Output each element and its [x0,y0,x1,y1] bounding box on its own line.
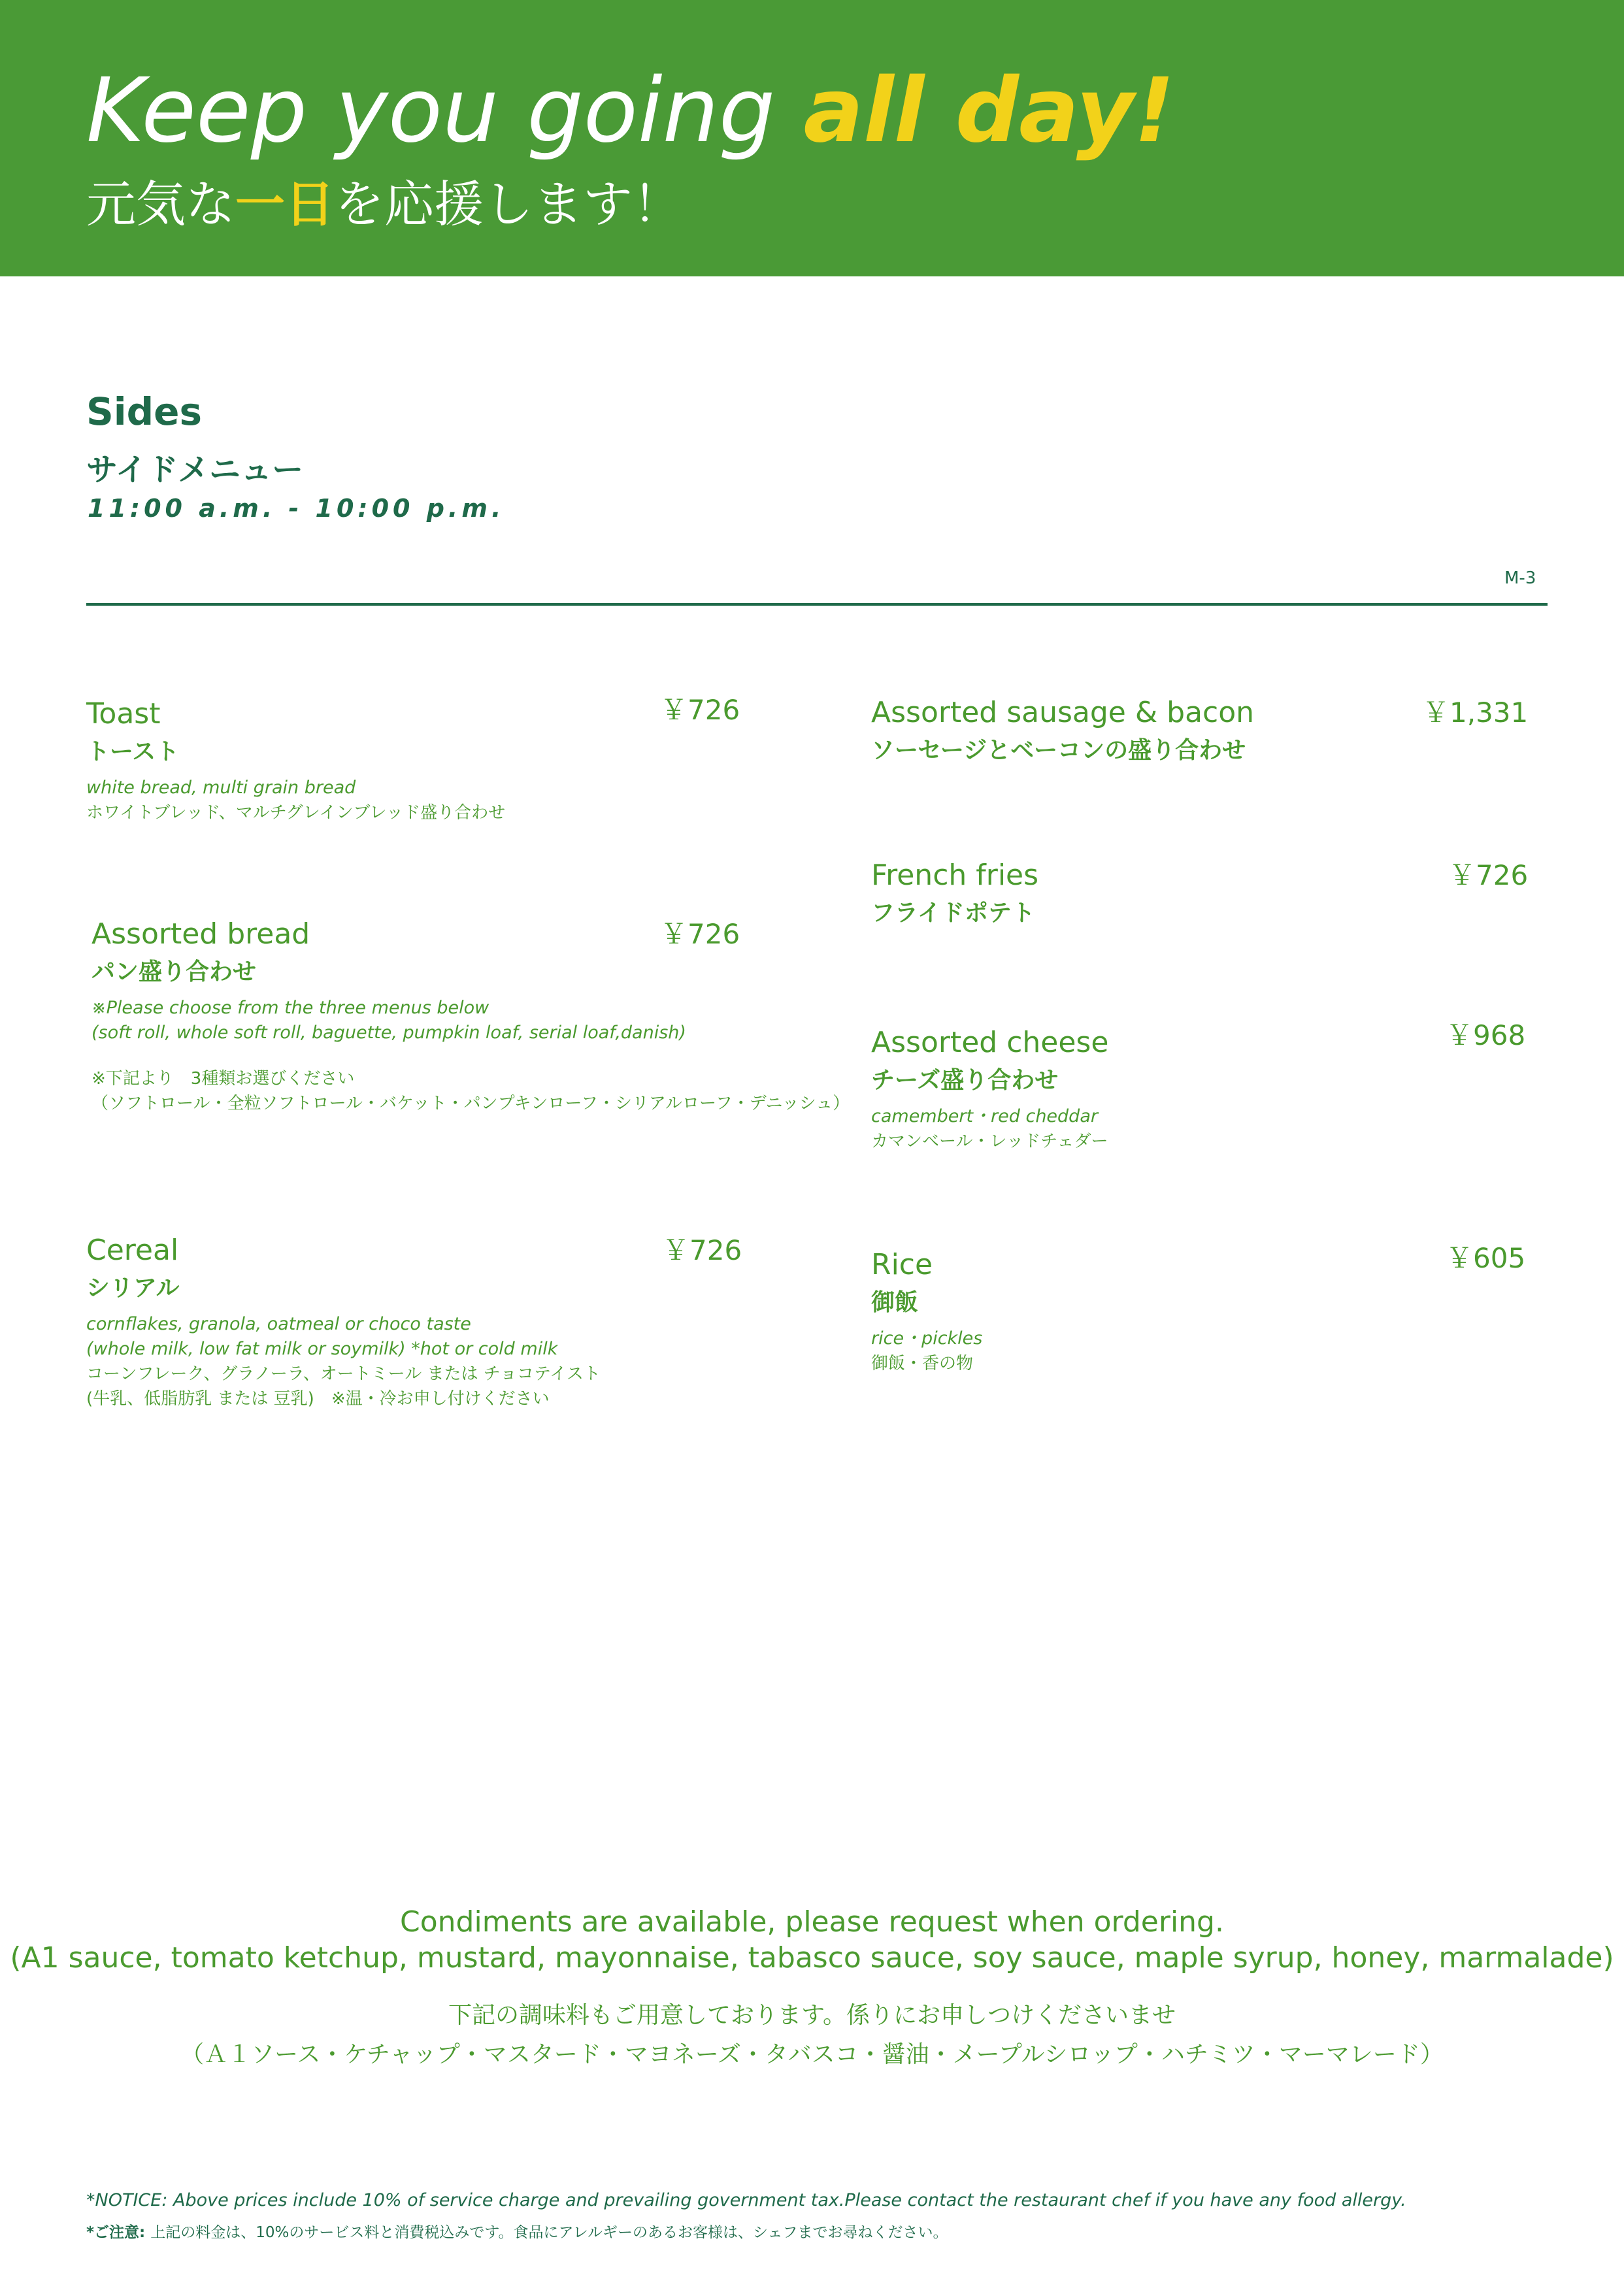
banner-title-jp-post: を応援します！ [335,175,682,233]
spacer [91,1045,745,1066]
item-name: Assorted cheese [871,1026,1109,1059]
banner-title-jp-accent: 一日 [235,175,335,233]
menu-item-assorted-bread [91,915,850,1116]
item-desc-jp: (牛乳、低脂肪乳 または 豆乳) ※温・冷お申し付けください [86,1389,550,1409]
item-desc-en: camembert・red cheddar [871,1106,1098,1126]
item-name-jp: 御飯 [871,1289,919,1316]
item-price-assorted-bread: ￥726 [660,918,740,950]
banner-title-jp-pre: 元気な [86,175,235,233]
item-desc-jp: ※下記より 3種類お選びください [91,1069,355,1089]
item-desc-en: ※Please choose from the three menus below [91,998,489,1018]
section-hours: 11:00 a.m. - 10:00 p.m. [88,494,505,523]
item-price-cereal: ￥726 [662,1234,742,1266]
item-name-jp: チーズ盛り合わせ [871,1067,1059,1094]
menu-item-cereal [86,1231,740,1411]
page-code: M-3 [1504,568,1536,588]
menu-item-rice [871,1245,1525,1376]
item-price-assorted-cheese: ￥968 [1446,1019,1526,1051]
item-price-rice: ￥605 [1446,1242,1526,1274]
menu-item-toast [86,695,740,825]
notice-jp-text: 上記の料金は、10%のサービス料と消費税込みです。食品にアレルギーのあるお客様は、シェフまでお尋ねください。 [150,2224,948,2241]
item-desc-jp: コーンフレーク、グラノーラ、オートミール または チョコテイスト [86,1364,601,1384]
banner-title-en-accent: all day! [803,59,1175,163]
item-desc-en: white bread, multi grain bread [86,778,356,798]
menu-item-french-fries [871,856,1525,932]
notice-jp [86,2220,948,2242]
item-price-toast: ￥726 [660,694,740,726]
item-desc-jp: カマンベール・レッドチェダー [871,1132,1108,1151]
item-name-jp: フライドポテト [871,900,1035,927]
item-name: Assorted sausage & bacon [871,696,1255,729]
item-name: French fries [871,859,1039,892]
item-desc-en: rice・pickles [871,1328,983,1349]
item-desc-en: (soft roll, whole soft roll, baguette, pumpkin loaf, serial loaf,danish) [91,1023,686,1043]
section-title: Sides [86,389,203,434]
item-desc-jp: 御飯・香の物 [871,1354,974,1373]
banner-title-en [86,52,1174,170]
item-name: Toast [86,697,161,730]
item-name: Assorted bread [91,917,310,951]
notice-en: *NOTICE: Above prices include 10% of service charge and prevailing government tax.Please contact the restaurant chef if you have any food allergy. [86,2190,1406,2210]
item-name-jp: ソーセージとベーコンの盛り合わせ [871,737,1246,764]
menu-item-assorted-cheese [871,1023,1525,1154]
section-divider [86,603,1548,606]
condiments-list-en: (A1 sauce, tomato ketchup, mustard, mayonnaise, tabasco sauce, soy sauce, maple syrup, honey, marmalade) [10,1941,1614,1975]
condiments-list-jp: （Ａ１ソース・ケチャップ・マスタード・マヨネーズ・タバスコ・醤油・メープルシロップ・ハチミツ・マーマレード） [180,2041,1444,2068]
item-desc-en: (whole milk, low fat milk or soymilk) *hot or cold milk [86,1339,558,1359]
item-name-jp: シリアル [86,1275,180,1302]
condiments-note-en: Condiments are available, please request when ordering. [400,1905,1224,1939]
section-title-jp: サイドメニュー [86,451,304,488]
item-price-sausage-bacon: ￥1,331 [1422,697,1529,729]
item-desc-en: cornflakes, granola, oatmeal or choco taste [86,1314,471,1334]
banner-title-en-main: Keep you going [86,59,804,163]
item-price-french-fries: ￥726 [1448,859,1529,891]
item-name: Cereal [86,1234,179,1267]
banner-title-jp [86,169,682,240]
item-desc-jp: ホワイトブレッド、マルチグレインブレッド盛り合わせ [86,803,506,823]
item-name: Rice [871,1248,933,1281]
header-banner [0,0,1624,276]
condiments-note-jp: 下記の調味料もご用意しております。係りにお申しつけくださいませ [448,2002,1176,2029]
item-desc-jp: （ソフトロール・全粒ソフトロール・バケット・パンプキンローフ・シリアルローフ・デニッシュ） [91,1094,850,1113]
notice-jp-label: *ご注意: [86,2224,151,2241]
item-name-jp: パン盛り合わせ [91,959,257,985]
item-name-jp: トースト [86,738,180,765]
